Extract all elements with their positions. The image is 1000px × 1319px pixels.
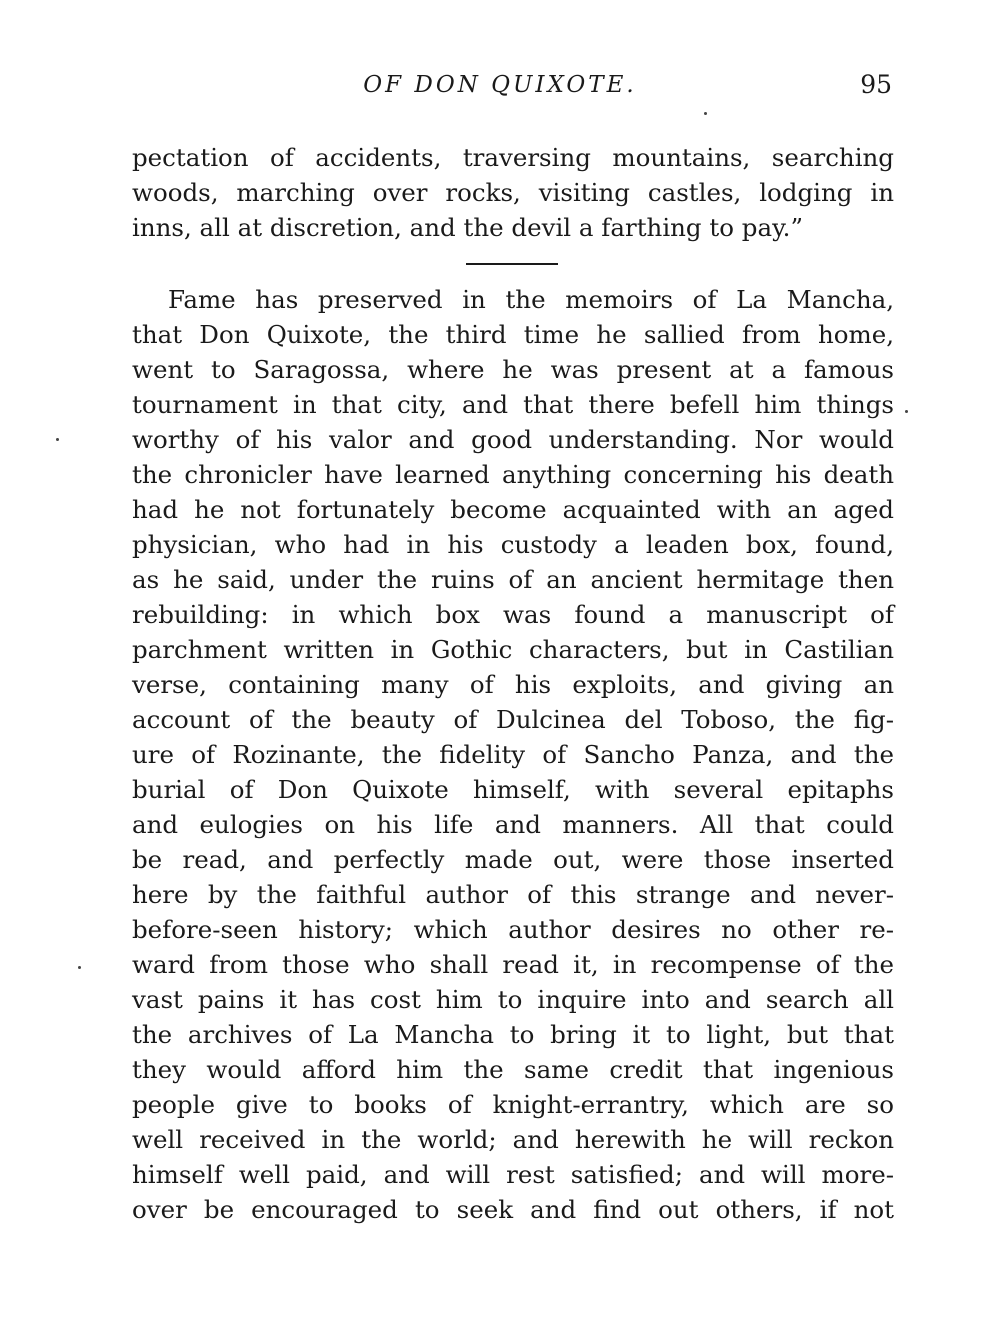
scan-speck xyxy=(56,438,59,441)
text-line: himself well paid, and will rest satisfied; and will more- xyxy=(132,1160,894,1189)
text-line: and eulogies on his life and manners. All that could xyxy=(132,810,894,839)
text-line: burial of Don Quixote himself, with several epitaphs xyxy=(132,775,894,804)
page-number: 95 xyxy=(860,70,892,99)
continuation-paragraph xyxy=(132,140,894,245)
text-line: had he not fortunately become acquainted with an aged xyxy=(132,495,894,524)
text-line: physician, who had in his custody a leaden box, found, xyxy=(132,530,894,559)
text-line: woods, marching over rocks, visiting castles, lodging in xyxy=(132,178,894,207)
text-line: went to Saragossa, where he was present at a famous xyxy=(132,355,894,384)
text-line: that Don Quixote, the third time he sallied from home, xyxy=(132,320,894,349)
text-line: the chronicler have learned anything concerning his death xyxy=(132,460,894,489)
text-line: pectation of accidents, traversing mountains, searching xyxy=(132,143,894,172)
text-line: they would afford him the same credit that ingenious xyxy=(132,1055,894,1084)
text-line: parchment written in Gothic characters, but in Castilian xyxy=(132,635,894,664)
text-line: be read, and perfectly made out, were those inserted xyxy=(132,845,894,874)
running-title: OF DON QUIXOTE. xyxy=(363,72,637,98)
text-line: worthy of his valor and good understanding. Nor would xyxy=(132,425,894,454)
text-line: account of the beauty of Dulcinea del Toboso, the fig- xyxy=(132,705,894,734)
text-line: tournament in that city, and that there befell him things xyxy=(132,390,894,419)
text-line: people give to books of knight-errantry, which are so xyxy=(132,1090,894,1119)
scan-speck xyxy=(905,410,908,413)
text-line: here by the faithful author of this strange and never- xyxy=(132,880,894,909)
scan-speck xyxy=(78,966,81,969)
text-line: before-seen history; which author desires no other re- xyxy=(132,915,894,944)
main-paragraph xyxy=(132,282,894,1227)
page-header xyxy=(0,72,1000,106)
text-line: ward from those who shall read it, in recompense of the xyxy=(132,950,894,979)
section-divider xyxy=(466,263,558,265)
text-line: vast pains it has cost him to inquire into and search all xyxy=(132,985,894,1014)
text-line: ure of Rozinante, the fidelity of Sancho Panza, and the xyxy=(132,740,894,769)
text-line: well received in the world; and herewith he will reckon xyxy=(132,1125,894,1154)
text-line: rebuilding: in which box was found a manuscript of xyxy=(132,600,894,629)
text-line: Fame has preserved in the memoirs of La Mancha, xyxy=(168,285,894,314)
text-line: as he said, under the ruins of an ancient hermitage then xyxy=(132,565,894,594)
text-line: verse, containing many of his exploits, and giving an xyxy=(132,670,894,699)
text-line: inns, all at discretion, and the devil a farthing to pay.” xyxy=(132,213,803,242)
text-line: the archives of La Mancha to bring it to light, but that xyxy=(132,1020,894,1049)
text-line: over be encouraged to seek and find out others, if not xyxy=(132,1195,894,1224)
scan-speck xyxy=(704,112,707,115)
